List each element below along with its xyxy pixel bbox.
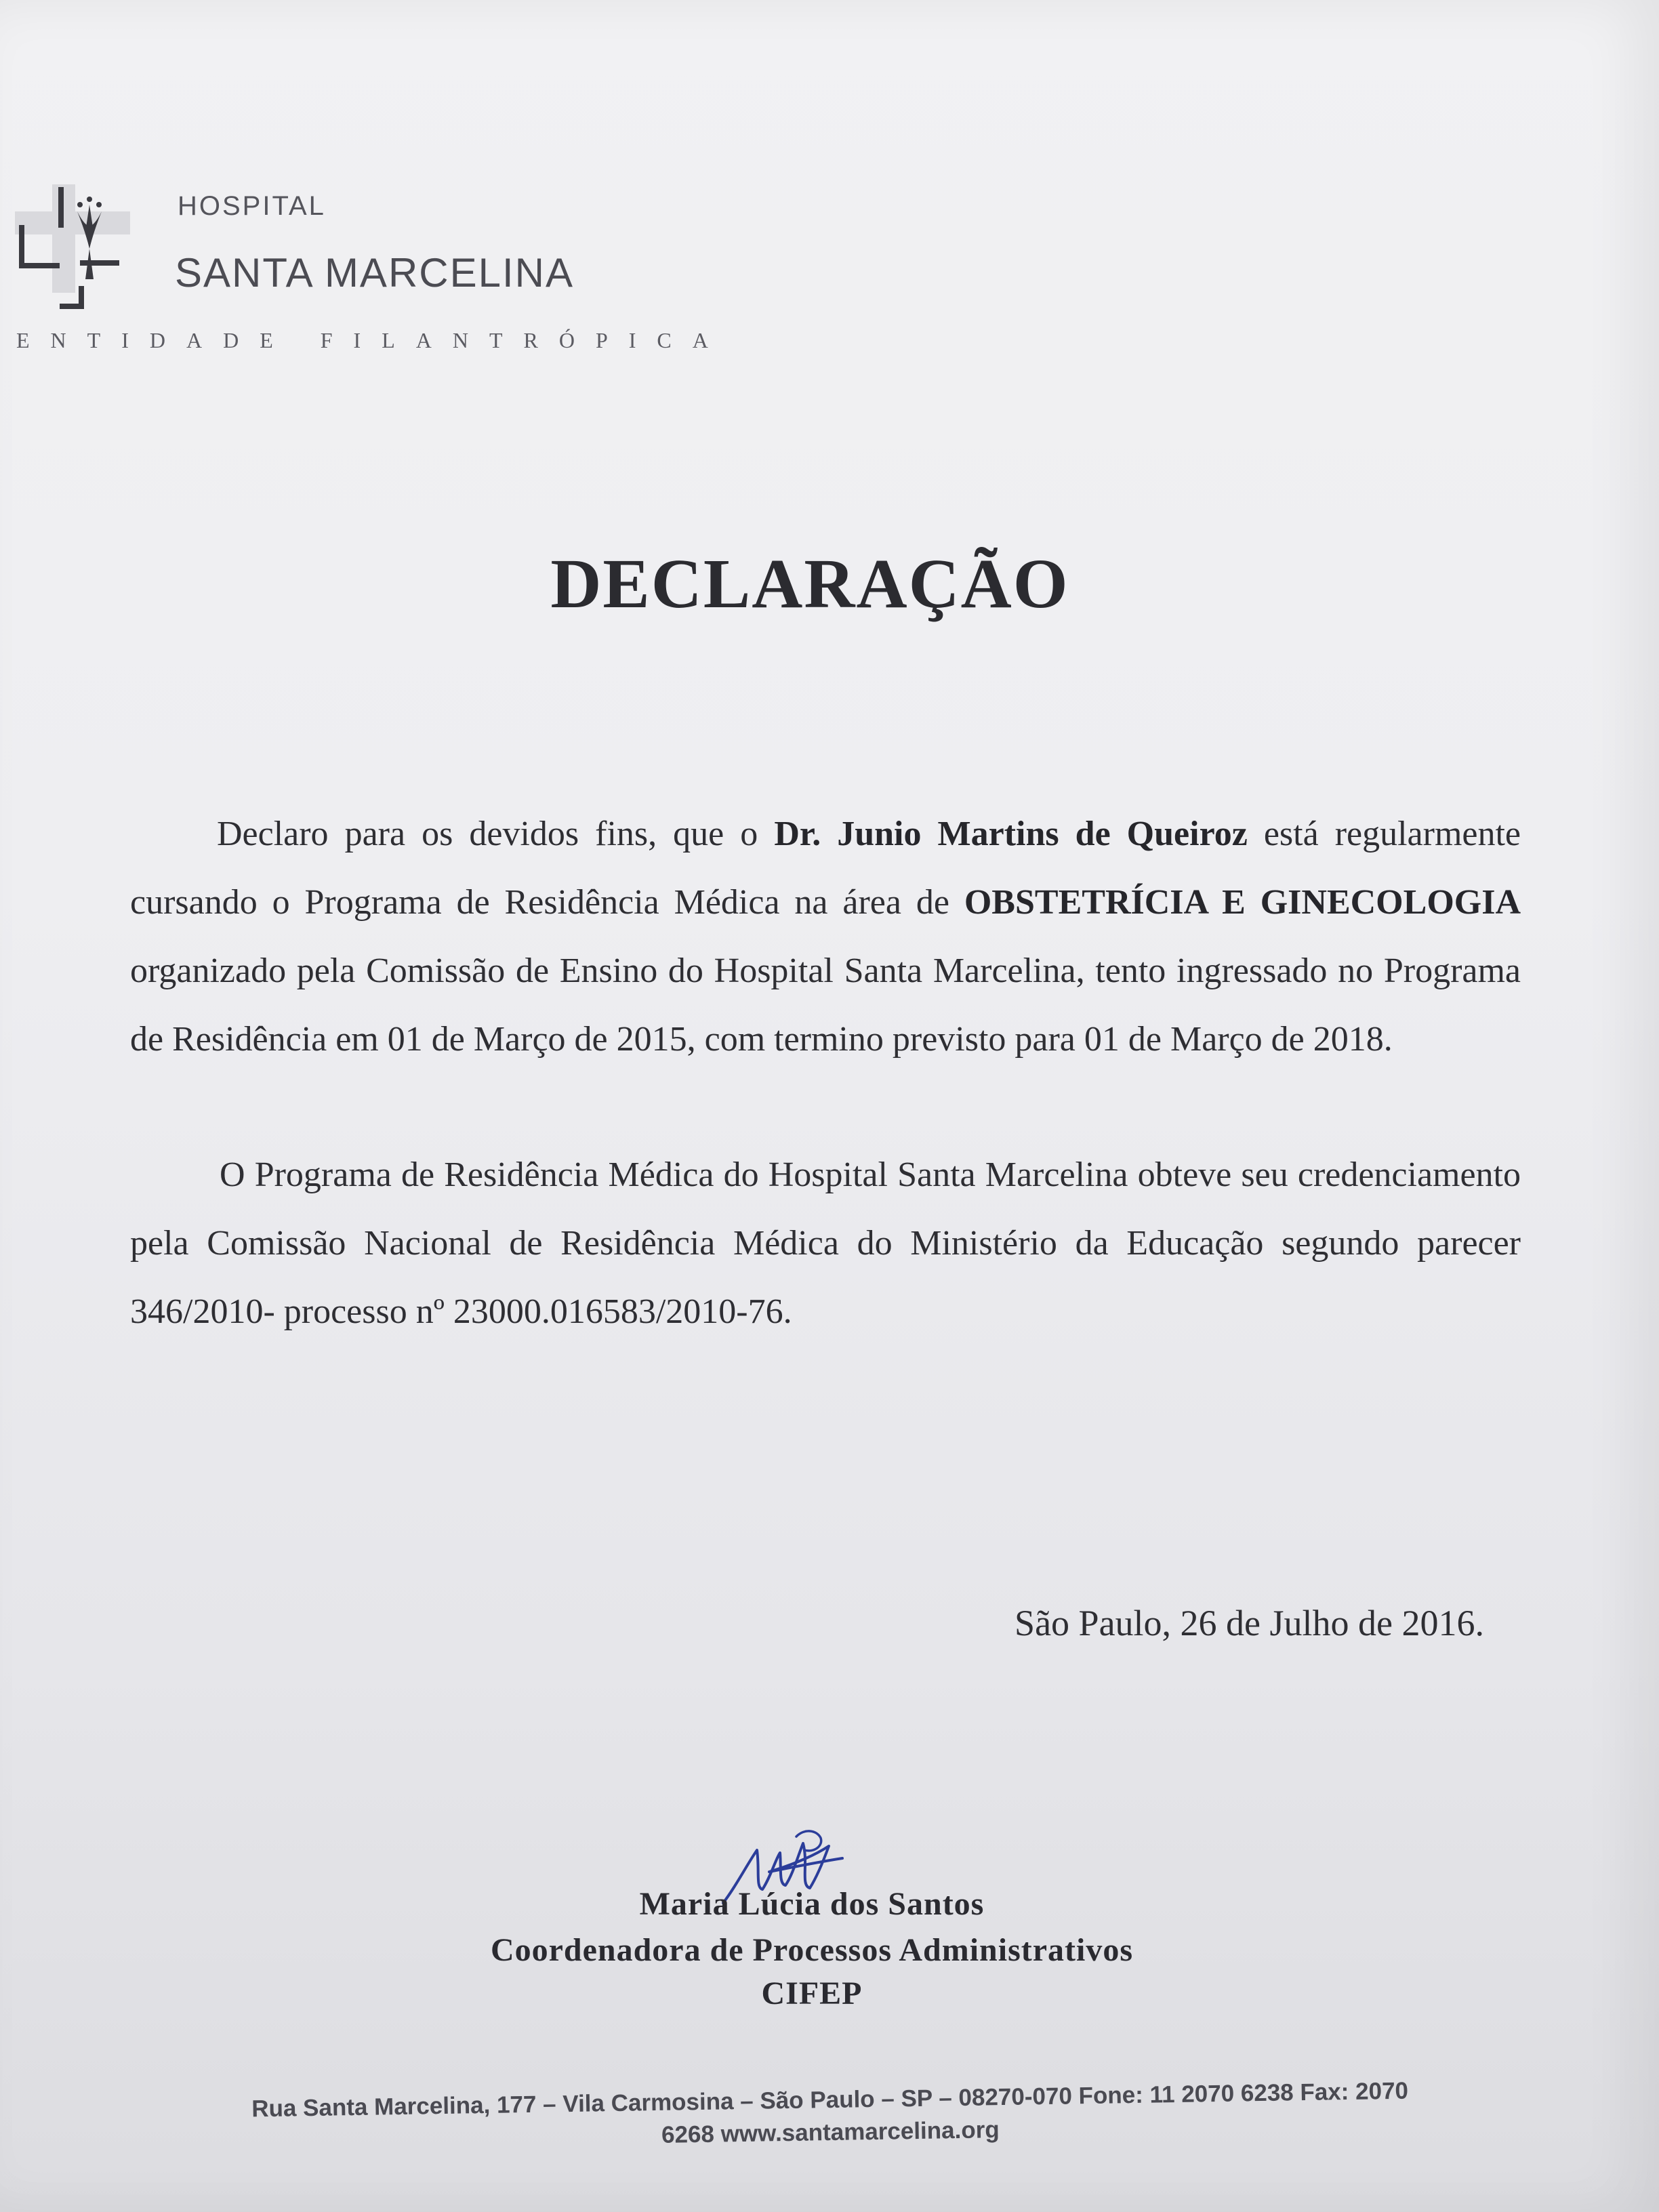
declaration-paragraph [130, 800, 1521, 1073]
footer-line-2: 6268 www.santamarcelina.org [661, 2116, 1000, 2148]
signatory-role: Coordenadora de Processos Administrativos [490, 1932, 1134, 1968]
hospital-label: HOSPITAL [178, 191, 326, 221]
doctor-name: Dr. Junio Martins de Queiroz [774, 815, 1248, 853]
signatory-organization: CIFEP [761, 1975, 863, 2011]
specialty-name: OBSTETRÍCIA E GINECOLOGIA [964, 883, 1521, 922]
date-line: São Paulo, 26 de Julho de 2016. [1015, 1603, 1484, 1643]
signatory-name: Maria Lúcia dos Santos [639, 1886, 985, 1922]
hospital-logo-icon [15, 184, 150, 313]
hospital-name: SANTA MARCELINA [175, 250, 575, 295]
paragraph-rest: organizado pela Comissão de Ensino do Hospital Santa Marcelina, tento ingressado no Programa de Residência em 01 de Março de 2015, com termino previsto para 01 de Março de 2018. [130, 951, 1521, 1059]
paragraph-intro: Declaro para os devidos fins, que o [217, 815, 775, 853]
hospital-tagline: ENTIDADE FILANTRÓPICA [16, 328, 729, 352]
footer-address [101, 2072, 1559, 2160]
accreditation-paragraph: O Programa de Residência Médica do Hospital Santa Marcelina obteve seu credenciamento pela Comissão Nacional de Residência Médica do Ministério da Educação segundo parecer 346/2010- processo nº 23000.016583/2010-76. [130, 1155, 1521, 1331]
footer-line-1: Rua Santa Marcelina, 177 – Vila Carmosina – São Paulo – SP – 08270-070 Fone: 11 2070 6238 Fax: 2070 [251, 2077, 1409, 2123]
paragraph-mid: está regularmente cursando o Programa de Residência Médica na área de [130, 815, 1521, 922]
document-title: DECLARAÇÃO [550, 545, 1069, 623]
